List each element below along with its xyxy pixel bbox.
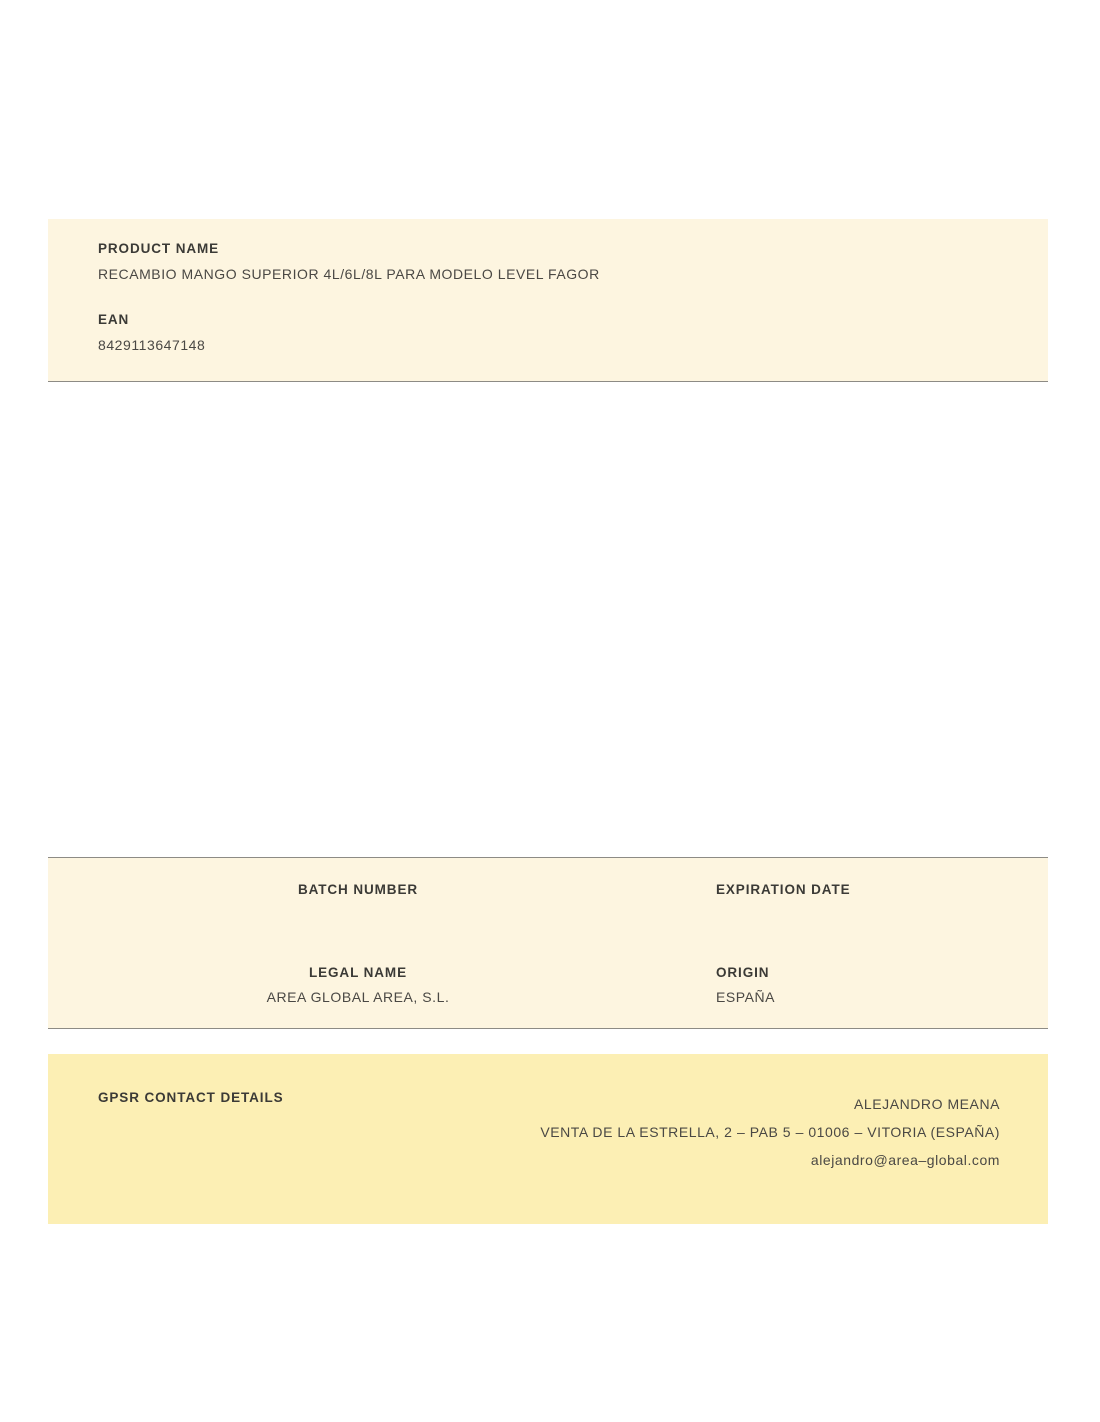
expiration-date-label: EXPIRATION DATE (716, 882, 851, 897)
gpsr-contact-section (48, 1054, 1048, 1224)
gpsr-contact-name: ALEJANDRO MEANA (854, 1096, 1000, 1112)
legal-name-value: AREA GLOBAL AREA, S.L. (266, 989, 450, 1005)
legal-name-label: LEGAL NAME (308, 965, 407, 980)
ean-value: 8429113647148 (98, 337, 206, 353)
spacer (48, 282, 1048, 312)
origin-cell (668, 965, 1048, 1006)
expiration-date-cell (668, 882, 1048, 923)
ean-label: EAN (98, 312, 130, 327)
batch-number-cell (48, 882, 668, 923)
gpsr-contact-details (540, 1090, 1000, 1174)
origin-value: ESPAÑA (716, 989, 776, 1005)
spacer (48, 923, 1048, 965)
gpsr-contact-label: GPSR CONTACT DETAILS (98, 1090, 284, 1105)
gpsr-contact-email[interactable]: alejandro@area–global.com (810, 1152, 1000, 1168)
product-details-section (48, 857, 1048, 1029)
origin-label: ORIGIN (716, 965, 770, 980)
expiration-date-value (716, 906, 1048, 923)
legal-name-cell (48, 965, 668, 1006)
legal-origin-row (48, 965, 1048, 1006)
product-info-section (48, 219, 1048, 382)
batch-number-label: BATCH NUMBER (297, 882, 419, 897)
gpsr-contact-address: VENTA DE LA ESTRELLA, 2 – PAB 5 – 01006 – VITORIA (ESPAÑA) (540, 1124, 1000, 1140)
batch-expiration-row (48, 882, 1048, 923)
product-name-label: PRODUCT NAME (98, 241, 220, 256)
gpsr-contact-row (48, 1090, 1048, 1174)
batch-number-value (48, 906, 668, 923)
product-name-value: RECAMBIO MANGO SUPERIOR 4L/6L/8L PARA MODELO LEVEL FAGOR (98, 266, 600, 282)
